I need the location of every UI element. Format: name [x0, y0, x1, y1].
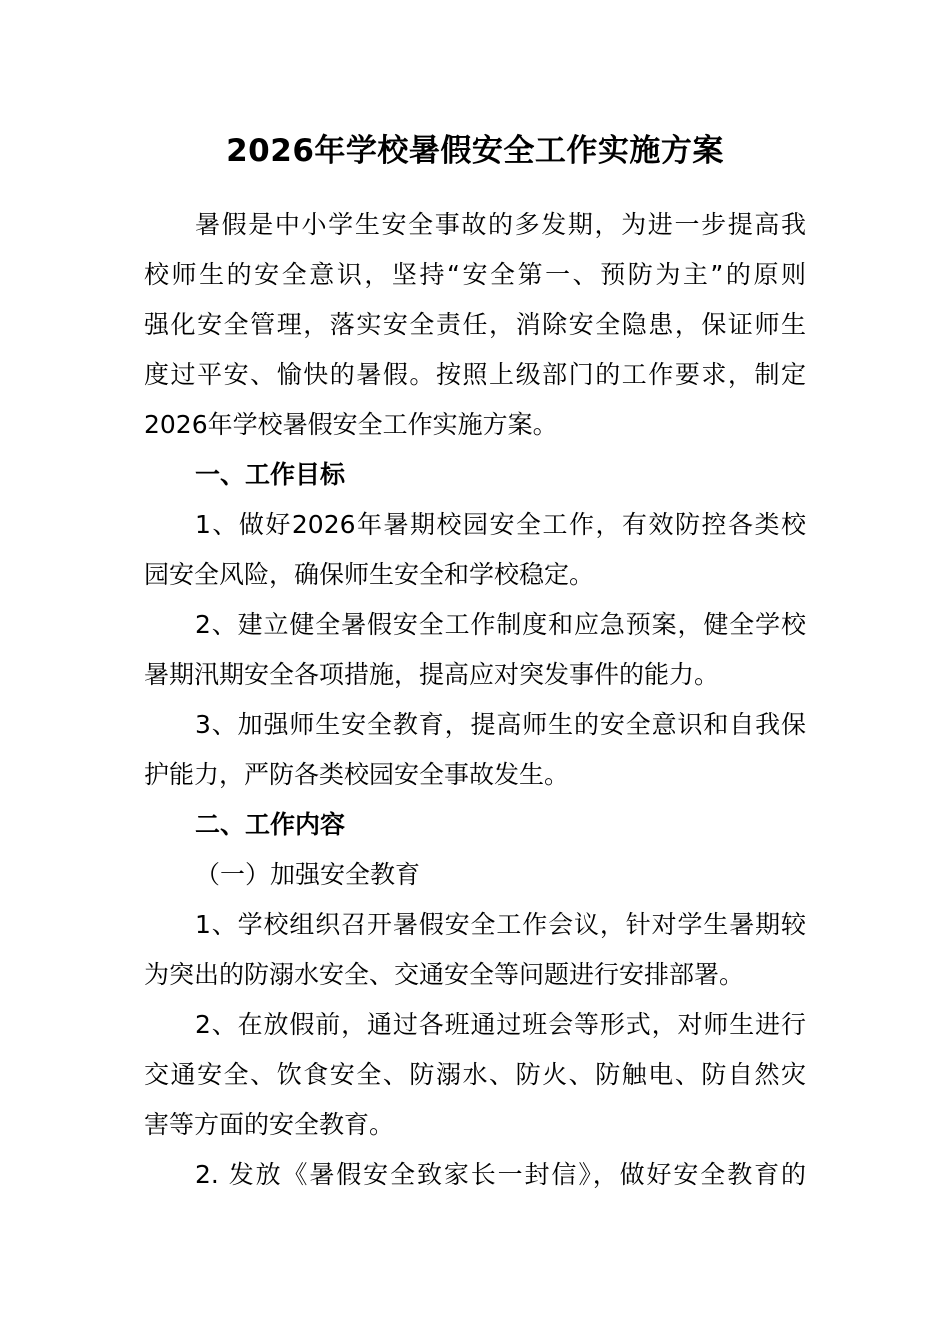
body-line: 1、做好2026年暑期校园安全工作，有效防控各类校: [195, 510, 806, 539]
body-line: 园安全风险，确保师生安全和学校稳定。: [144, 560, 595, 589]
section-heading: 一、工作目标: [195, 460, 346, 489]
body-line: 校师生的安全意识，坚持“安全第一、预防为主”的原则: [144, 260, 806, 289]
section-heading: 二、工作内容: [195, 810, 346, 839]
body-line: 2、在放假前，通过各班通过班会等形式，对师生进行: [195, 1010, 806, 1039]
body-line: 2026年学校暑假安全工作实施方案。: [144, 410, 558, 439]
body-line: 2. 发放《暑假安全致家长一封信》，做好安全教育的: [195, 1160, 806, 1189]
body-line: 1、学校组织召开暑假安全工作会议，针对学生暑期较: [195, 910, 806, 939]
body-line: 暑假是中小学生安全事故的多发期，为进一步提高我: [195, 210, 806, 239]
body-line: 2、建立健全暑假安全工作制度和应急预案，健全学校: [195, 610, 806, 639]
body-line: 强化安全管理，落实安全责任，消除安全隐患，保证师生: [144, 310, 806, 339]
body-line: 为突出的防溺水安全、交通安全等问题进行安排部署。: [144, 960, 745, 989]
body-line: 度过平安、愉快的暑假。按照上级部门的工作要求，制定: [144, 360, 806, 389]
body-line: 护能力，严防各类校园安全事故发生。: [144, 760, 570, 789]
subsection-heading: （一）加强安全教育: [195, 860, 421, 889]
body-line: 交通安全、饮食安全、防溺水、防火、防触电、防自然灾: [144, 1060, 806, 1089]
body-line: 3、加强师生安全教育，提高师生的安全意识和自我保: [195, 710, 806, 739]
body-line: 害等方面的安全教育。: [144, 1110, 395, 1139]
body-line: 暑期汛期安全各项措施，提高应对突发事件的能力。: [144, 660, 720, 689]
document-title: 2026年学校暑假安全工作实施方案: [226, 133, 724, 169]
